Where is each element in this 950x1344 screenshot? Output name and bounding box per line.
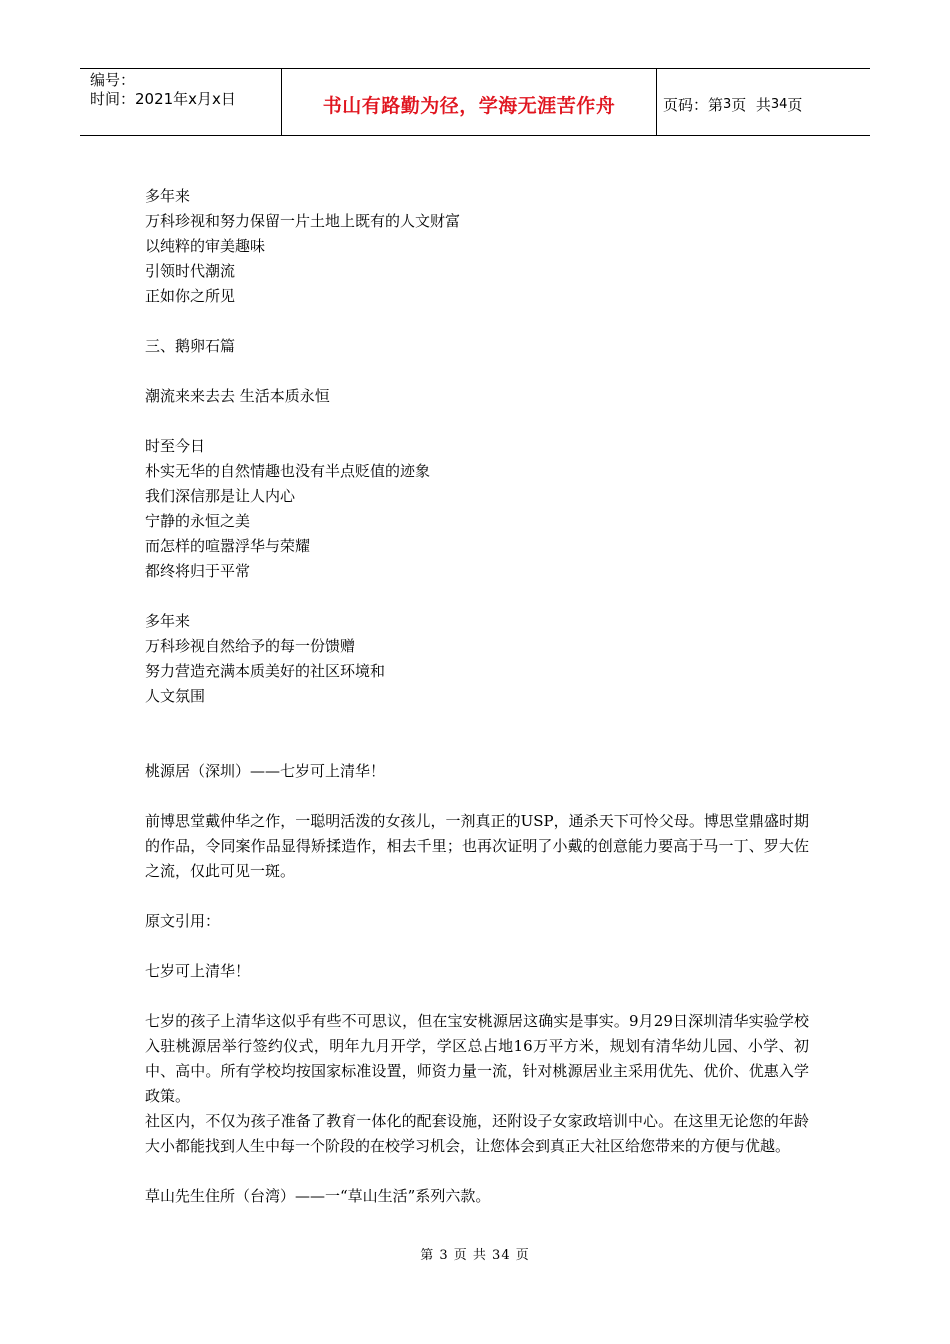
verse-line: 人文氛围 (145, 687, 206, 705)
verse-line: 宁静的永恒之美 (145, 512, 251, 530)
quote-paragraph-1: 七岁的孩子上清华这似乎有些不可思议，但在宝安桃源居这确实是事实。9月29日深圳清华实验学校入驻桃源居举行签约仪式，明年九月开学，学区总占地16万平方米，规划有清华幼儿园、小学、初中、高中。所有学校均按国家标准设置，师资力量一流，针对桃源居业主采用优先、优价、优惠入学政策。 (145, 1012, 809, 1105)
verse-line: 万科珍视和努力保留一片土地上既有的人文财富 (145, 212, 461, 230)
header-motto: 书山有路勤为径，学海无涯苦作舟 (322, 94, 616, 117)
verse-line: 朴实无华的自然情趣也没有半点贬值的迹象 (145, 462, 431, 480)
verse-block-2 (145, 434, 809, 584)
header-number-label: 编号： (90, 71, 136, 89)
page-footer: 第 3 页 共 34 页 (420, 1248, 530, 1263)
verse-line: 努力营造充满本质美好的社区环境和 (145, 662, 386, 680)
verse-block-3 (145, 609, 809, 709)
verse-line: 多年来 (145, 612, 191, 630)
header-page-mid: 页 共 (731, 95, 771, 114)
verse-line: 正如你之所见 (145, 287, 236, 305)
verse-line: 多年来 (145, 187, 191, 205)
header-page-current: 3 (723, 96, 732, 112)
header-meta-cell (80, 69, 282, 135)
header-page-total: 34 (770, 96, 788, 112)
verse-line: 以纯粹的审美趣味 (145, 237, 266, 255)
document-header (80, 68, 870, 136)
verse-line: 万科珍视自然给予的每一份馈赠 (145, 637, 356, 655)
header-time-label: 时间：2021年x月x日 (90, 90, 236, 108)
quote-paragraph-2: 社区内，不仅为孩子准备了教育一体化的配套设施，还附设子女家政培训中心。在这里无论您的年龄大小都能找到人生中每一个阶段的在校学习机会，让您体会到真正大社区给您带来的方便与优越。 (145, 1112, 809, 1155)
header-page-suffix: 页 (787, 95, 803, 114)
quote-label: 原文引用： (145, 912, 221, 930)
verse-line: 都终将归于平常 (145, 562, 251, 580)
header-page-cell (657, 69, 870, 135)
case-comment-paragraph: 前博思堂戴仲华之作，一聪明活泼的女孩儿，一剂真正的USP，通杀天下可怜父母。博思堂鼎盛时期的作品，令同案作品显得矫揉造作，相去千里；也再次证明了小戴的创意能力要高于马一丁、罗大佐之流，仅此可见一斑。 (145, 812, 809, 880)
verse-line: 时至今日 (145, 437, 206, 455)
case-title: 桃源居（深圳）——七岁可上清华！ (145, 762, 386, 780)
header-page-prefix: 页码：第 (663, 95, 724, 114)
section-title: 三、鹅卵石篇 (145, 337, 236, 355)
verse-line: 我们深信那是让人内心 (145, 487, 296, 505)
header-motto-cell (282, 69, 657, 135)
document-body (145, 184, 809, 1209)
verse-block-1 (145, 184, 809, 309)
slogan: 潮流来来去去 生活本质永恒 (145, 387, 330, 405)
verse-line: 引领时代潮流 (145, 262, 236, 280)
verse-line: 而怎样的喧嚣浮华与荣耀 (145, 537, 311, 555)
quote-title: 七岁可上清华！ (145, 962, 251, 980)
next-case-title: 草山先生住所（台湾）——一“草山生活”系列六款。 (145, 1187, 491, 1205)
